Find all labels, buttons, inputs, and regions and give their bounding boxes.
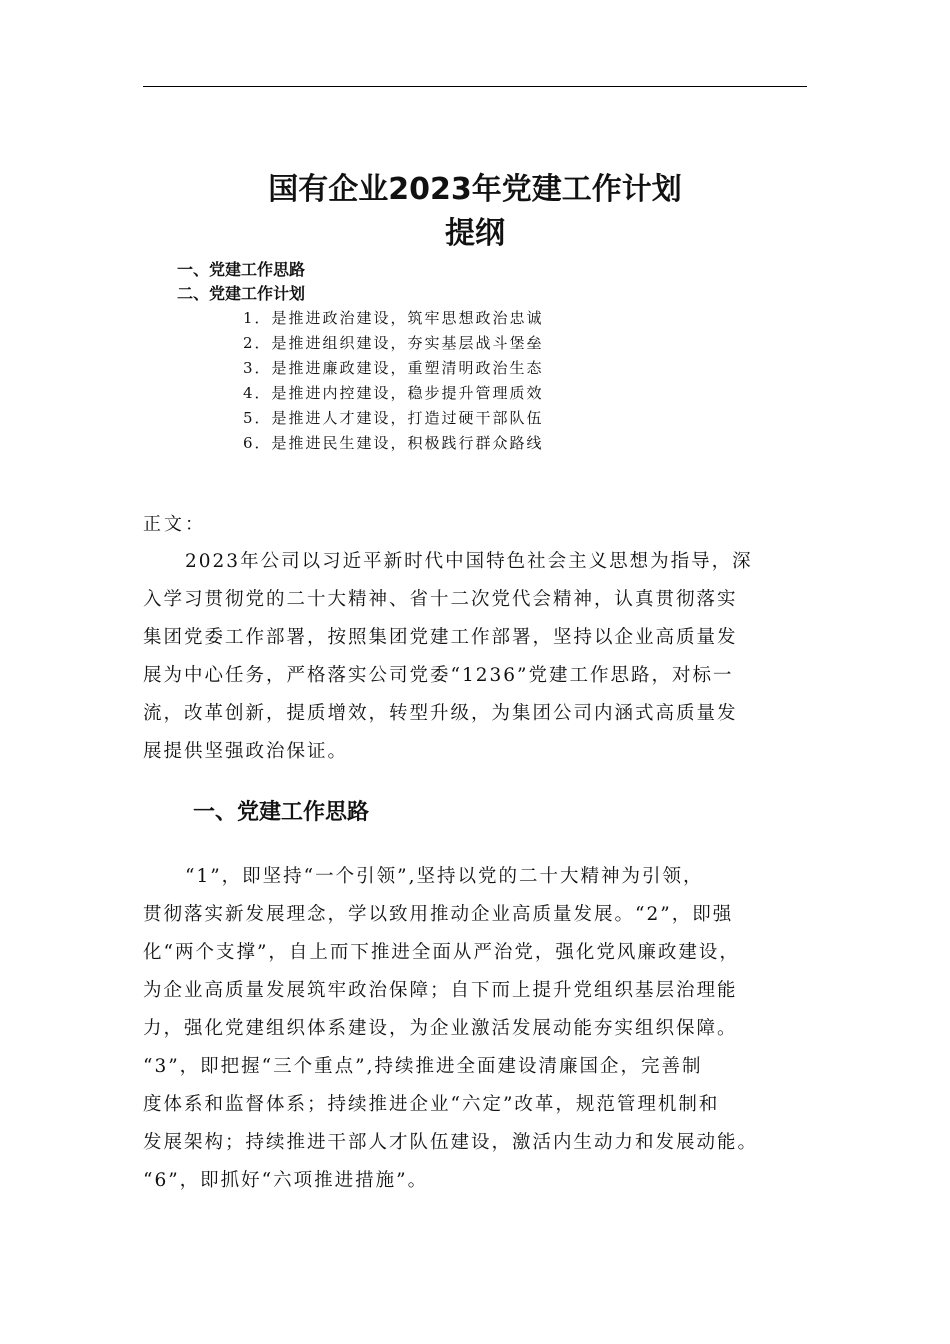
paragraph-line: 发展架构；持续推进干部人才队伍建设，激活内生动力和发展动能。 (143, 1132, 759, 1153)
paragraph-line: 力，强化党建组织体系建设，为企业激活发展动能夯实组织保障。 (143, 1018, 738, 1039)
paragraph-line: “6”，即抓好“六项推进措施”。 (143, 1170, 429, 1191)
paragraph-line: 流，改革创新，提质增效，转型升级，为集团公司内涵式高质量发 (143, 703, 738, 724)
paragraph-line: 2023年公司以习近平新时代中国特色社会主义思想为指导，深 (185, 551, 753, 572)
outline-item: 1．是推进政治建设，筑牢思想政治忠诚 (243, 309, 544, 327)
paragraph-line: 展提供坚强政治保证。 (143, 741, 349, 762)
body-label: 正文： (143, 514, 206, 535)
paragraph-line: “1”，即坚持“一个引领”,坚持以党的二十大精神为引领， (185, 866, 704, 887)
outline (177, 258, 777, 456)
document-title: 国有企业2023年党建工作计划 (268, 172, 682, 207)
section-paragraph (143, 858, 807, 1200)
paragraph-line: 度体系和监督体系；持续推进企业“六定”改革，规范管理机制和 (143, 1094, 720, 1115)
outline-item: 2．是推进组织建设，夯实基层战斗堡垒 (243, 334, 544, 352)
header-rule (143, 86, 807, 87)
document-subtitle: 提纲 (445, 216, 505, 251)
paragraph-line: 入学习贯彻党的二十大精神、省十二次党代会精神，认真贯彻落实 (143, 589, 738, 610)
outline-item: 5．是推进人才建设，打造过硬干部队伍 (243, 409, 544, 427)
paragraph-line: 化“两个支撑”，自上而下推进全面从严治党，强化党风廉政建设， (143, 942, 740, 963)
outline-item: 3．是推进廉政建设，重塑清明政治生态 (243, 359, 544, 377)
paragraph-line: “3”，即把握“三个重点”,持续推进全面建设清廉国企，完善制 (143, 1056, 703, 1077)
outline-item: 6．是推进民生建设，积极践行群众路线 (243, 434, 544, 452)
paragraph-line: 贯彻落实新发展理念，学以致用推动企业高质量发展。“2”，即强 (143, 904, 734, 925)
outline-heading-2: 二、党建工作计划 (177, 284, 306, 303)
intro-paragraph (143, 543, 807, 771)
outline-item: 4．是推进内控建设，稳步提升管理质效 (243, 384, 544, 402)
outline-list (177, 306, 777, 456)
paragraph-line: 为企业高质量发展筑牢政治保障；自下而上提升党组织基层治理能 (143, 980, 738, 1001)
paragraph-line: 展为中心任务，严格落实公司党委“1236”党建工作思路，对标一 (143, 665, 734, 686)
section-heading: 一、党建工作思路 (193, 800, 370, 825)
paragraph-line: 集团党委工作部署，按照集团党建工作部署，坚持以企业高质量发 (143, 627, 738, 648)
outline-heading-1: 一、党建工作思路 (177, 260, 306, 279)
